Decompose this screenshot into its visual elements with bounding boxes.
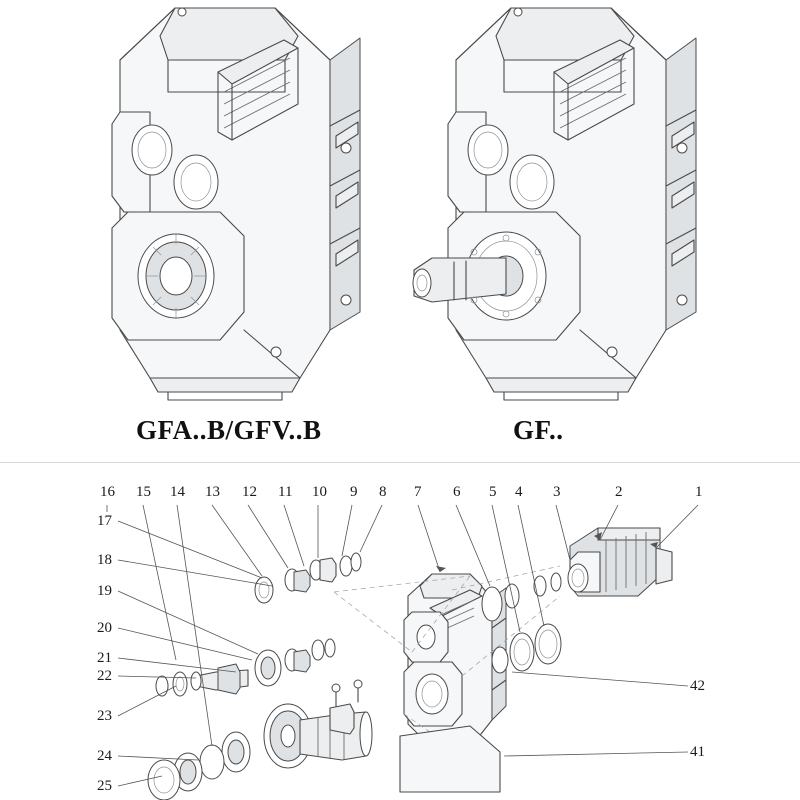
callout-41: 41 [690, 744, 705, 760]
callout-15: 15 [136, 484, 151, 500]
callout-5: 5 [489, 484, 497, 500]
callout-22: 22 [97, 668, 112, 684]
callout-11: 11 [278, 484, 293, 500]
callout-8: 8 [379, 484, 387, 500]
callout-42: 42 [690, 678, 705, 694]
callout-7: 7 [414, 484, 422, 500]
callout-13: 13 [205, 484, 220, 500]
callout-18: 18 [97, 552, 112, 568]
section-divider [0, 462, 800, 463]
callout-14: 14 [170, 484, 185, 500]
callout-24: 24 [97, 748, 112, 764]
callout-6: 6 [453, 484, 461, 500]
callout-23: 23 [97, 708, 112, 724]
callout-16: 16 [100, 484, 115, 500]
callout-25: 25 [97, 778, 112, 794]
callout-21: 21 [97, 650, 112, 666]
callout-3: 3 [553, 484, 561, 500]
caption-gf: GF.. [513, 415, 564, 445]
callout-12: 12 [242, 484, 257, 500]
exploded-assembly [107, 505, 698, 800]
caption-gfa-gfv: GFA..B/GFV..B [136, 415, 322, 445]
callout-20: 20 [97, 620, 112, 636]
callout-10: 10 [312, 484, 327, 500]
callout-4: 4 [515, 484, 523, 500]
gearbox-view-right [413, 8, 696, 400]
callout-17: 17 [97, 513, 112, 529]
callout-2: 2 [615, 484, 623, 500]
callout-19: 19 [97, 583, 112, 599]
callout-1: 1 [695, 484, 703, 500]
callout-9: 9 [350, 484, 358, 500]
gearbox-view-left [112, 8, 360, 400]
